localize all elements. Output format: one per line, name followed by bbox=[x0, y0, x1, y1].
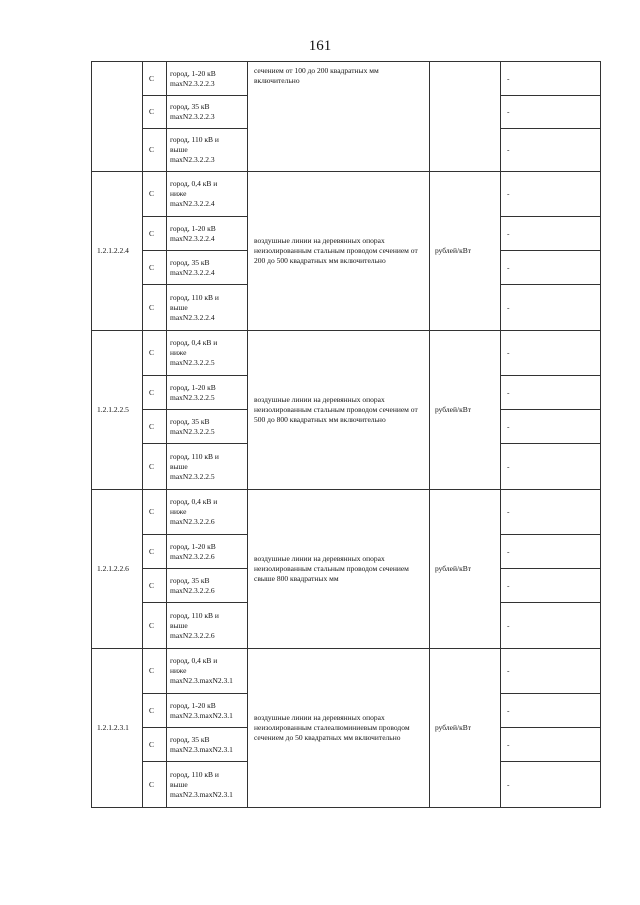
voltage-level: город, 35 кВ maxN2.3.2.2.3 bbox=[167, 96, 248, 129]
voltage-level: город, 0,4 кВ и ниже maxN2.3.2.2.5 bbox=[167, 331, 248, 376]
rate-value: - bbox=[501, 649, 601, 694]
category-letter: С bbox=[143, 728, 167, 762]
voltage-level: город, 35 кВ maxN2.3.2.2.6 bbox=[167, 569, 248, 603]
rate-value: - bbox=[501, 172, 601, 217]
category-letter: С bbox=[143, 217, 167, 251]
rate-value: - bbox=[501, 410, 601, 444]
voltage-level: город, 110 кВ и выше maxN2.3.2.2.5 bbox=[167, 444, 248, 490]
voltage-level: город, 0,4 кВ и ниже maxN2.3.2.2.4 bbox=[167, 172, 248, 217]
voltage-level: город, 1-20 кВ maxN2.3.2.2.6 bbox=[167, 535, 248, 569]
unit-of-measure: рублей/кВт bbox=[430, 331, 501, 490]
rate-value: - bbox=[501, 251, 601, 285]
rate-value: - bbox=[501, 129, 601, 172]
line-description: воздушные линии на деревянных опорах неизолированным стальным проводом сечением свыше 800 квадратных мм bbox=[248, 490, 430, 649]
rate-value: - bbox=[501, 569, 601, 603]
item-code: 1.2.1.2.2.6 bbox=[92, 490, 143, 649]
rate-value: - bbox=[501, 728, 601, 762]
table-row bbox=[92, 490, 601, 535]
tariff-table bbox=[91, 61, 601, 808]
tariff-table-body bbox=[92, 62, 601, 808]
rate-value: - bbox=[501, 217, 601, 251]
unit-of-measure: рублей/кВт bbox=[430, 490, 501, 649]
category-letter: С bbox=[143, 376, 167, 410]
rate-value: - bbox=[501, 535, 601, 569]
voltage-level: город, 0,4 кВ и ниже maxN2.3.2.2.6 bbox=[167, 490, 248, 535]
category-letter: С bbox=[143, 444, 167, 490]
category-letter: С bbox=[143, 285, 167, 331]
category-letter: С bbox=[143, 96, 167, 129]
rate-value: - bbox=[501, 490, 601, 535]
item-code bbox=[92, 62, 143, 172]
category-letter: С bbox=[143, 535, 167, 569]
page-number: 161 bbox=[308, 38, 332, 54]
voltage-level: город, 110 кВ и выше maxN2.3.maxN2.3.1 bbox=[167, 762, 248, 808]
voltage-level: город, 1-20 кВ maxN2.3.2.2.4 bbox=[167, 217, 248, 251]
category-letter: С bbox=[143, 569, 167, 603]
table-row bbox=[92, 649, 601, 694]
voltage-level: город, 1-20 кВ maxN2.3.maxN2.3.1 bbox=[167, 694, 248, 728]
voltage-level: город, 110 кВ и выше maxN2.3.2.2.6 bbox=[167, 603, 248, 649]
line-description: воздушные линии на деревянных опорах неизолированным стальным проводом сечением от 200 до 500 квадратных мм включительно bbox=[248, 172, 430, 331]
unit-of-measure bbox=[430, 62, 501, 172]
table-row bbox=[92, 331, 601, 376]
table-row bbox=[92, 62, 601, 96]
voltage-level: город, 110 кВ и выше maxN2.3.2.2.3 bbox=[167, 129, 248, 172]
category-letter: С bbox=[143, 172, 167, 217]
table-row bbox=[92, 172, 601, 217]
line-description: воздушные линии на деревянных опорах неизолированным сталеалюминиевым проводом сечением до 50 квадратных мм включительно bbox=[248, 649, 430, 808]
category-letter: С bbox=[143, 490, 167, 535]
rate-value: - bbox=[501, 96, 601, 129]
category-letter: С bbox=[143, 694, 167, 728]
voltage-level: город, 35 кВ maxN2.3.maxN2.3.1 bbox=[167, 728, 248, 762]
item-code: 1.2.1.2.3.1 bbox=[92, 649, 143, 808]
line-description: сечением от 100 до 200 квадратных мм включительно bbox=[248, 62, 430, 172]
item-code: 1.2.1.2.2.5 bbox=[92, 331, 143, 490]
unit-of-measure: рублей/кВт bbox=[430, 172, 501, 331]
line-description: воздушные линии на деревянных опорах неизолированным стальным проводом сечением от 500 до 800 квадратных мм включительно bbox=[248, 331, 430, 490]
category-letter: С bbox=[143, 410, 167, 444]
voltage-level: город, 110 кВ и выше maxN2.3.2.2.4 bbox=[167, 285, 248, 331]
rate-value: - bbox=[501, 603, 601, 649]
voltage-level: город, 35 кВ maxN2.3.2.2.5 bbox=[167, 410, 248, 444]
voltage-level: город, 35 кВ maxN2.3.2.2.4 bbox=[167, 251, 248, 285]
category-letter: С bbox=[143, 251, 167, 285]
voltage-level: город, 1-20 кВ maxN2.3.2.2.3 bbox=[167, 62, 248, 96]
rate-value: - bbox=[501, 694, 601, 728]
category-letter: С bbox=[143, 762, 167, 808]
voltage-level: город, 0,4 кВ и ниже maxN2.3.maxN2.3.1 bbox=[167, 649, 248, 694]
rate-value: - bbox=[501, 285, 601, 331]
item-code: 1.2.1.2.2.4 bbox=[92, 172, 143, 331]
rate-value: - bbox=[501, 376, 601, 410]
category-letter: С bbox=[143, 331, 167, 376]
rate-value: - bbox=[501, 444, 601, 490]
category-letter: С bbox=[143, 129, 167, 172]
rate-value: - bbox=[501, 762, 601, 808]
rate-value: - bbox=[501, 331, 601, 376]
unit-of-measure: рублей/кВт bbox=[430, 649, 501, 808]
category-letter: С bbox=[143, 62, 167, 96]
category-letter: С bbox=[143, 649, 167, 694]
category-letter: С bbox=[143, 603, 167, 649]
rate-value: - bbox=[501, 62, 601, 96]
voltage-level: город, 1-20 кВ maxN2.3.2.2.5 bbox=[167, 376, 248, 410]
